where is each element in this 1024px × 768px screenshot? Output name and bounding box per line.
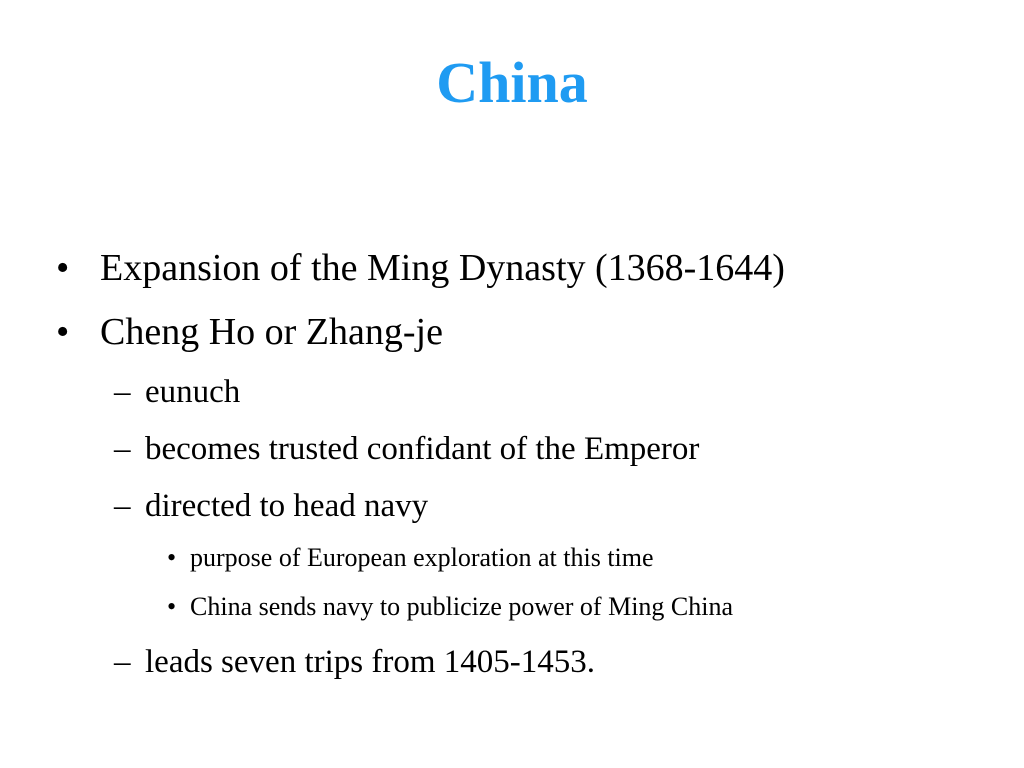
sub-bullet-text: leads seven trips from 1405-1453. <box>145 644 595 680</box>
sub-sub-bullet-text: China sends navy to publicize power of Ming China <box>190 592 734 621</box>
bullet-marker: • <box>56 247 70 289</box>
sub-bullet-text: directed to head navy <box>145 488 429 524</box>
bullet-text: Cheng Ho or Zhang-je <box>100 311 443 353</box>
dash-marker: – <box>114 431 131 467</box>
dash-marker: – <box>114 374 131 410</box>
slide-title: China <box>436 50 588 115</box>
bullet-marker: • <box>167 592 177 621</box>
sub-bullet-text: becomes trusted confidant of the Emperor <box>145 431 700 467</box>
dash-marker: – <box>114 488 131 524</box>
sub-bullet-text: eunuch <box>145 374 241 410</box>
dash-marker: – <box>114 644 131 680</box>
bullet-text: Expansion of the Ming Dynasty (1368-1644) <box>100 247 785 289</box>
sub-sub-bullet-text: purpose of European exploration at this time <box>190 543 654 572</box>
bullet-marker: • <box>56 311 70 353</box>
bullet-marker: • <box>167 543 177 572</box>
